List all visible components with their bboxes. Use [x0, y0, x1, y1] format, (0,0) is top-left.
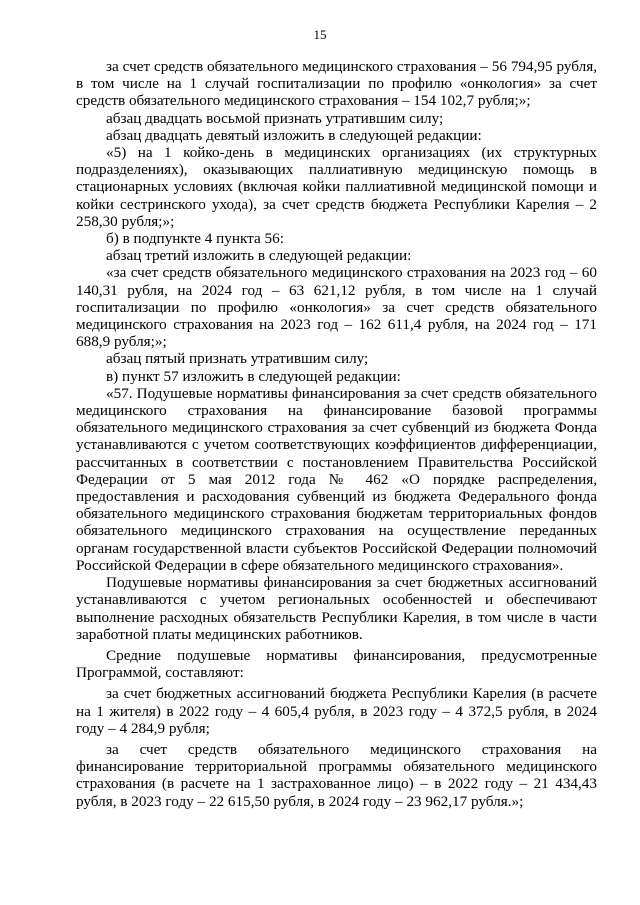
paragraph: в) пункт 57 изложить в следующей редакции: — [106, 367, 401, 385]
paragraph: б) в подпункте 4 пункта 56: — [106, 230, 284, 248]
paragraph: Подушевые нормативы финансирования за счет бюджетных ассигнований устанавливаются с учетом региональных особенностей и обеспечивают выполнение расходных обязательств Республики Карелия, в том числе в части заработной платы медицинских работников. — [76, 574, 597, 643]
document-body — [76, 58, 597, 814]
paragraph: абзац пятый признать утратившим силу; — [106, 350, 369, 368]
page-number: 15 — [313, 27, 327, 42]
paragraph: абзац третий изложить в следующей редакции: — [106, 247, 412, 265]
paragraph: Средние подушевые нормативы финансирования, предусмотренные Программой, составляют: — [76, 646, 597, 682]
paragraph: абзац двадцать восьмой признать утратившим силу; — [106, 109, 444, 127]
paragraph: за счет бюджетных ассигнований бюджета Республики Карелия (в расчете на 1 жителя) в 2022 году – 4 605,4 рубля, в 2023 году – 4 372,5 рубля, в 2024 году – 4 284,9 рубля; — [76, 685, 597, 737]
paragraph: абзац двадцать девятый изложить в следующей редакции: — [106, 126, 482, 144]
paragraph: за счет средств обязательного медицинского страхования – 56 794,95 рубля, в том числе на 1 случай госпитализации по профилю «онкология» за счет средств обязательного медицинского страхования – 154 102,7 рубля;»; — [76, 58, 597, 110]
paragraph: «за счет средств обязательного медицинского страхования на 2023 год – 60 140,31 рубля, на 2024 год – 63 621,12 рубля, в том числе на 1 случай госпитализации по профилю «онкология» за счет средств обязательного медицинского страхования на 2023 год – 162 611,4 рубля, на 2024 год – 171 688,9 рубля;»; — [76, 264, 597, 351]
paragraph: «57. Подушевые нормативы финансирования за счет средств обязательного медицинского страхования на финансирование базовой программы обязательного медицинского страхования за счет субвенций из бюджета Фонда устанавливаются с учетом соответствующих коэффициентов дифференциации, рассчитанных в соответствии с постановлением Правительства Российской Федерации от 5 мая 2012 года № 462 «О порядке распределения, предоставления и расходования субвенций из бюджета Федерального фонда обязательного медицинского страхования бюджетам территориальных фондов обязательного медицинского страхования на осуществление переданных органам государственной власти субъектов Российской Федерации полномочий Российской Федерации в сфере обязательного медицинского страхования». — [76, 384, 597, 574]
paragraph: «5) на 1 койко-день в медицинских организациях (их структурных подразделениях), оказывающих паллиативную медицинскую помощь в стационарных условиях (включая койки паллиативной медицинской помощи и койки сестринского ухода), за счет средств бюджета Республики Карелия – 2 258,30 рубля;»; — [76, 144, 597, 230]
paragraph: за счет средств обязательного медицинского страхования на финансирование территориальной программы обязательного медицинского страхования (в расчете на 1 застрахованное лицо) – в 2022 году – 21 434,43 рубля, в 2023 году – 22 615,50 рубля, в 2024 году – 23 962,17 рубля.»; — [76, 740, 597, 810]
